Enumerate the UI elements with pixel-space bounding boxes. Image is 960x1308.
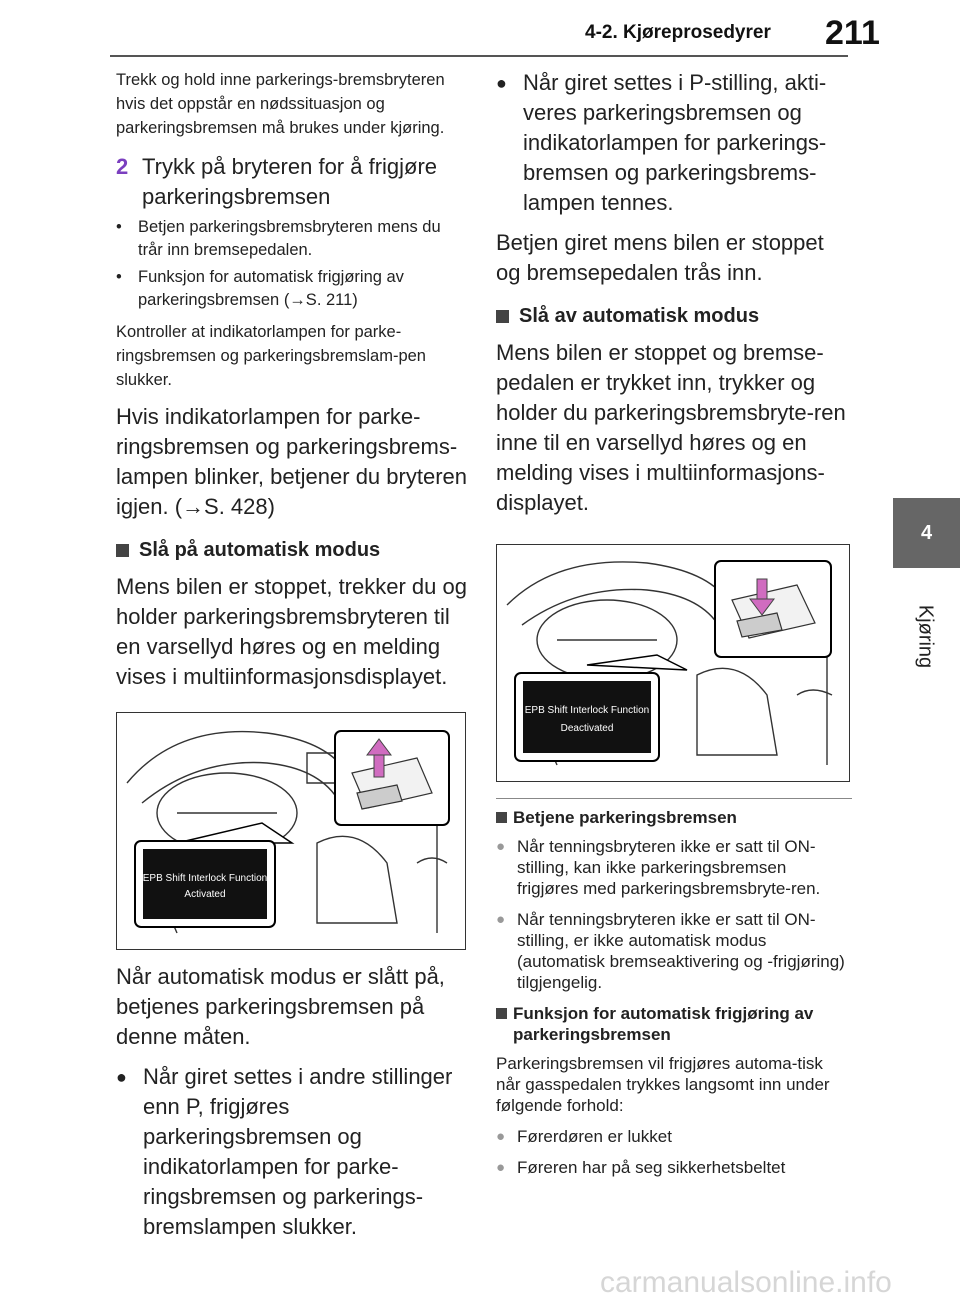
bullet-text: Når giret settes i P-stilling, akti-veres parkeringsbremsen og indikatorlampen for parkerings-bremsen og parkeringsbrems-lampen tennes. xyxy=(523,70,827,215)
square-bullet-icon xyxy=(116,544,129,557)
header-rule xyxy=(110,55,848,57)
bullet-circle: ● xyxy=(496,911,506,928)
step-2 xyxy=(116,152,468,212)
section-divider xyxy=(496,798,852,799)
bullet-text: Når tenningsbryteren ikke er satt til ON-stilling, kan ikke parkeringsbremsen frigjøres med parkeringsbremsbryte-ren. xyxy=(517,837,821,898)
fig2-message-line1: EPB Shift Interlock Function xyxy=(524,705,650,716)
blink-text: Hvis indikatorlampen for parke-ringsbremsen og parkeringsbrems-lampen blinker, betjener du bryteren igjen. (→S. 428) xyxy=(116,404,467,519)
fig1-message-line1: EPB Shift Interlock Function xyxy=(142,873,268,884)
auto-on-heading xyxy=(116,536,468,564)
heading-text: Slå på automatisk modus xyxy=(139,539,381,561)
square-bullet-icon xyxy=(496,310,509,323)
intro-text: Trekk og hold inne parkerings-bremsbryteren hvis det oppstår en nødssituasjon og parkeringsbremsen må brukes under kjøring. xyxy=(116,71,445,137)
auto-off-heading xyxy=(496,302,852,330)
chapter-tab: 4 xyxy=(893,498,960,568)
bullet-mark: • xyxy=(116,268,122,286)
bullet-circle: ● xyxy=(496,838,506,855)
left-column xyxy=(116,68,468,1242)
bullet-dot: ● xyxy=(496,73,507,93)
operate-text: Betjen giret mens bilen er stoppet og bremsepedalen trås inn. xyxy=(496,230,824,285)
figure-deactivate xyxy=(496,544,850,782)
circle-bullet xyxy=(496,1157,852,1178)
square-bullet-icon xyxy=(496,812,507,823)
circle-bullet xyxy=(496,836,852,899)
dashboard-illustration xyxy=(117,713,465,949)
bullet-text: Funksjon for automatisk frigjøring av parkeringsbremsen (→S. 211) xyxy=(138,268,404,309)
figure-activate xyxy=(116,712,466,950)
fig2-message-line2: Deactivated xyxy=(560,723,614,734)
watermark: carmanualsonline.info xyxy=(600,1266,892,1299)
bullet-mark: • xyxy=(116,218,122,236)
check-text: Kontroller at indikatorlampen for parke-ringsbremsen og parkeringsbremslam-pen slukker. xyxy=(116,323,426,389)
bullet-text: Føreren har på seg sikkerhetsbeltet xyxy=(517,1158,786,1177)
circle-bullet xyxy=(496,1126,852,1147)
auto-on-text: Mens bilen er stoppet, trekker du og holder parkeringsbremsbryteren til en varsellyd høres og en melding vises i multiinformasjonsdisplayet. xyxy=(116,574,467,689)
auto-release-heading xyxy=(496,1003,852,1045)
step-bullet xyxy=(116,216,468,262)
section-title: 4-2. Kjøreprosedyrer xyxy=(585,22,771,43)
heading-text: Funksjon for automatisk frigjøring av parkeringsbremsen xyxy=(513,1004,814,1044)
right-column xyxy=(496,68,852,1178)
heading-text: Slå av automatisk modus xyxy=(519,305,760,327)
page-number: 211 xyxy=(825,14,880,52)
auto-release-text: Parkeringsbremsen vil frigjøres automa-tisk når gasspedalen trykkes langsomt inn under følgende forhold: xyxy=(496,1054,830,1115)
bullet-circle: ● xyxy=(496,1128,506,1145)
dot-bullet xyxy=(116,1062,468,1242)
step-bullet xyxy=(116,266,468,312)
step-number: 2 xyxy=(116,154,129,179)
bullet-text: Når tenningsbryteren ikke er satt til ON-stilling, er ikke automatisk modus (automatisk bremseaktivering og -frigjøring) tilgjengelig. xyxy=(517,910,845,992)
bullet-text: Førerdøren er lukket xyxy=(517,1127,672,1146)
fig1-message-line2: Activated xyxy=(184,889,226,900)
after-figure-text: Når automatisk modus er slått på, betjenes parkeringsbremsen på denne måten. xyxy=(116,964,445,1049)
bullet-dot: ● xyxy=(116,1067,127,1087)
operate-heading xyxy=(496,807,852,828)
bullet-text: Når giret settes i andre stillinger enn P, frigjøres parkeringsbremsen og indikatorlampen for parke-ringsbremsen og parkerings-bremslampen slukker. xyxy=(143,1064,453,1239)
circle-bullet xyxy=(496,909,852,993)
square-bullet-icon xyxy=(496,1008,507,1019)
step-text: Trykk på bryteren for å frigjøre parkeringsbremsen xyxy=(142,154,438,209)
heading-text: Betjene parkeringsbremsen xyxy=(513,808,737,827)
chapter-label: Kjøring xyxy=(914,604,937,669)
dashboard-illustration xyxy=(497,545,849,781)
bullet-text: Betjen parkeringsbremsbryteren mens du trår inn bremsepedalen. xyxy=(138,218,441,259)
auto-off-text: Mens bilen er stoppet og bremse-pedalen er trykket inn, trykker og holder du parkeringsbremsbryte-ren inne til en varsellyd høres og en melding vises i multiinformasjons-displayet. xyxy=(496,340,846,515)
dot-bullet xyxy=(496,68,852,218)
bullet-circle: ● xyxy=(496,1159,506,1176)
